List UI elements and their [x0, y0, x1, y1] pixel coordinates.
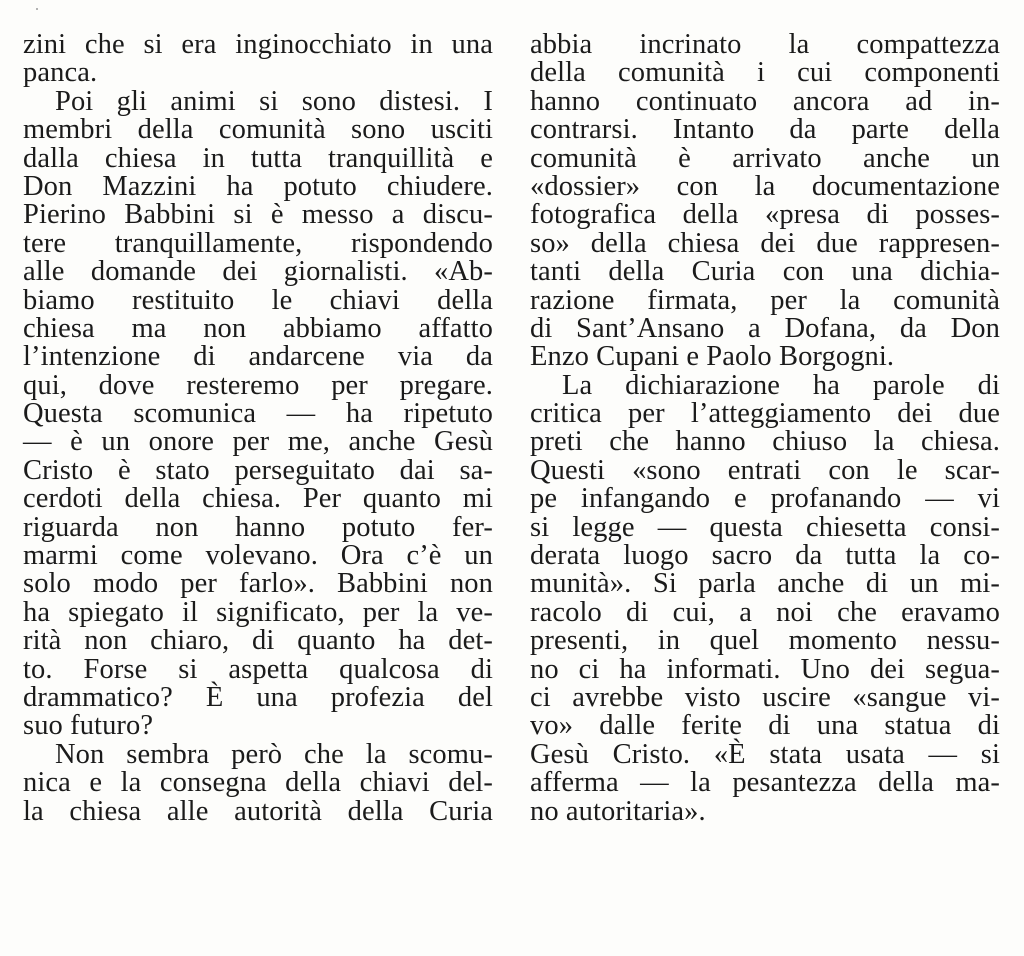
text-line: chiesa ma non abbiamo affatto	[23, 312, 493, 344]
text-line: racolo di cui, a noi che eravamo	[530, 596, 1000, 628]
text-line: afferma — la pesantezza della ma-	[530, 767, 1000, 799]
text-line: abbia incrinato la compattezza	[530, 29, 1000, 60]
text-line: contrarsi. Intanto da parte della	[530, 114, 1000, 146]
text-line: membri della comunità sono usciti	[23, 114, 493, 146]
text-line: La dichiarazione ha parole di	[562, 369, 1000, 401]
text-line: no ci ha informati. Uno dei segua-	[530, 653, 1000, 685]
text-line: pe infangando e profanando — vi	[530, 483, 1000, 515]
text-line: drammatico? È una profezia del	[23, 681, 493, 713]
text-line: fotografica della «presa di posses-	[530, 199, 1000, 231]
text-line: si legge — questa chiesetta consi-	[530, 511, 1000, 543]
text-line: tere tranquillamente, rispondendo	[23, 227, 493, 259]
text-line: munità». Si parla anche di un mi-	[530, 568, 1000, 600]
print-speck	[36, 8, 38, 10]
text-line: — è un onore per me, anche Gesù	[23, 426, 493, 458]
text-line: comunità è arrivato anche un	[530, 142, 1000, 174]
text-line: hanno continuato ancora ad in-	[530, 85, 1000, 117]
text-line: critica per l’atteggiamento dei due	[530, 398, 1000, 430]
text-line: Pierino Babbini si è messo a discu-	[23, 199, 493, 231]
text-line: no autoritaria».	[530, 795, 706, 827]
text-line: qui, dove resteremo per pregare.	[23, 369, 493, 401]
text-line: della comunità i cui componenti	[530, 57, 1000, 89]
text-line: marmi come volevano. Ora c’è un	[23, 540, 493, 572]
text-line: vo» dalle ferite di una statua di	[530, 710, 1000, 742]
text-line: presenti, in quel momento nessu-	[530, 625, 1000, 657]
text-line: razione firmata, per la comunità	[530, 284, 1000, 316]
text-line: nica e la consegna della chiavi del-	[23, 767, 493, 799]
text-line: preti che hanno chiuso la chiesa.	[530, 426, 1000, 458]
text-line: cerdoti della chiesa. Per quanto mi	[23, 483, 493, 515]
article-column-left	[23, 31, 493, 826]
text-line: derata luogo sacro da tutta la co-	[530, 540, 1000, 572]
text-line: riguarda non hanno potuto fer-	[23, 511, 493, 543]
text-line: biamo restituito le chiavi della	[23, 284, 493, 316]
text-line: panca.	[23, 57, 98, 89]
text-line: Questi «sono entrati con le scar-	[530, 454, 1000, 486]
text-line: rità non chiaro, di quanto ha det-	[23, 625, 493, 657]
text-line: Gesù Cristo. «È stata usata — si	[530, 738, 1000, 770]
text-line: la chiesa alle autorità della Curia	[23, 795, 493, 827]
text-line: Questa scomunica — ha ripetuto	[23, 398, 493, 430]
text-line: Poi gli animi si sono distesi. I	[55, 85, 493, 117]
text-line: dalla chiesa in tutta tranquillità e	[23, 142, 493, 174]
text-line: tanti della Curia con una dichia-	[530, 256, 1000, 288]
text-line: Non sembra però che la scomu-	[55, 738, 493, 770]
text-line: alle domande dei giornalisti. «Ab-	[23, 256, 493, 288]
text-line: so» della chiesa dei due rappresen-	[530, 227, 1000, 259]
text-line: ha spiegato il significato, per la ve-	[23, 596, 493, 628]
text-line: solo modo per farlo». Babbini non	[23, 568, 493, 600]
text-line: ci avrebbe visto uscire «sangue vi-	[530, 681, 1000, 713]
text-line: «dossier» con la documentazione	[530, 170, 1000, 202]
text-line: Cristo è stato perseguitato dai sa-	[23, 454, 493, 486]
text-line: l’intenzione di andarcene via da	[23, 341, 493, 373]
text-line: zini che si era inginocchiato in una	[23, 29, 493, 60]
text-line: suo futuro?	[23, 710, 154, 742]
article-column-right	[530, 31, 1000, 826]
text-line: Enzo Cupani e Paolo Borgogni.	[530, 341, 895, 373]
text-line: to. Forse si aspetta qualcosa di	[23, 653, 493, 685]
text-line: di Sant’Ansano a Dofana, da Don	[530, 312, 1000, 344]
text-line: Don Mazzini ha potuto chiudere.	[23, 170, 493, 202]
